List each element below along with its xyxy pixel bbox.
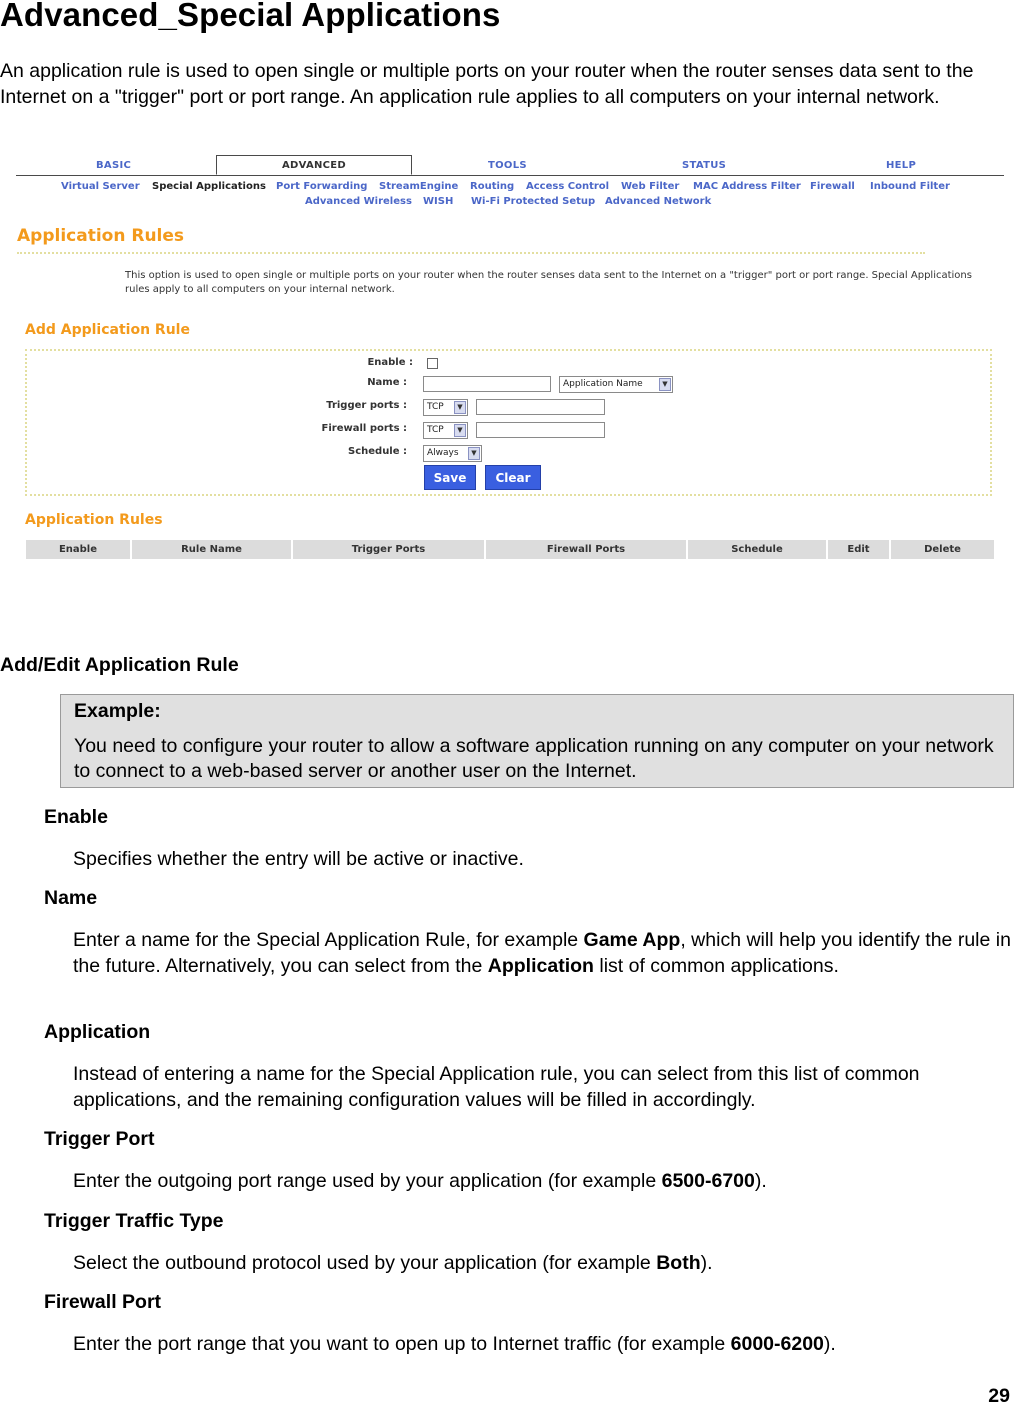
- tab-status[interactable]: STATUS: [682, 160, 727, 171]
- tab-tools[interactable]: TOOLS: [488, 160, 527, 171]
- column-header-rule-name: Rule Name: [132, 540, 291, 559]
- add-application-rule-heading: Add Application Rule: [25, 322, 190, 338]
- trigger-ports-input[interactable]: [476, 399, 605, 415]
- application-rules-table-heading: Application Rules: [25, 512, 163, 528]
- tab-help[interactable]: HELP: [886, 160, 917, 171]
- router-tab-bar: [16, 155, 1004, 176]
- application-rules-heading: Application Rules: [17, 226, 185, 246]
- example-text: You need to configure your router to allow a software application running on any computer on your network to connect to a web-based server or another user on the Internet.: [74, 735, 994, 782]
- column-header-schedule: Schedule: [688, 540, 826, 559]
- subnav-wish[interactable]: WISH: [423, 196, 454, 207]
- firewall-ports-label: Firewall ports :: [321, 423, 407, 434]
- firewall-ports-input[interactable]: [476, 422, 605, 438]
- term-trigger-port: Trigger Port: [44, 1128, 155, 1150]
- desc-trigger-port: Enter the outgoing port range used by your application (for example 6500-6700).: [73, 1170, 767, 1192]
- subnav-special-applications[interactable]: Special Applications: [152, 181, 266, 192]
- example-heading: Example:: [74, 700, 161, 722]
- rules-table-header: [26, 540, 994, 559]
- subnav-web-filter[interactable]: Web Filter: [621, 181, 680, 192]
- chevron-down-icon: ▼: [454, 401, 466, 414]
- tab-basic[interactable]: BASIC: [96, 160, 132, 171]
- subnav-advanced-network[interactable]: Advanced Network: [605, 196, 712, 207]
- term-enable: Enable: [44, 806, 108, 828]
- subnav-inbound-filter[interactable]: Inbound Filter: [870, 181, 950, 192]
- column-header-trigger-ports: Trigger Ports: [293, 540, 484, 559]
- column-header-firewall-ports: Firewall Ports: [486, 540, 686, 559]
- chevron-down-icon: ▼: [468, 447, 480, 460]
- column-header-edit: Edit: [828, 540, 889, 559]
- subnav-streamengine[interactable]: StreamEngine: [379, 181, 459, 192]
- heading-divider: [17, 252, 925, 254]
- clear-button[interactable]: Clear: [485, 465, 541, 490]
- desc-firewall-port: Enter the port range that you want to open up to Internet traffic (for example 6000-6200).: [73, 1333, 836, 1355]
- page-title: Advanced_Special Applications: [0, 0, 501, 33]
- example-box: [60, 694, 1014, 788]
- enable-checkbox[interactable]: [427, 358, 438, 369]
- name-input[interactable]: [423, 376, 551, 392]
- term-trigger-traffic-type: Trigger Traffic Type: [44, 1210, 224, 1232]
- column-header-delete: Delete: [891, 540, 994, 559]
- subnav-mac-address-filter[interactable]: MAC Address Filter: [693, 181, 801, 192]
- save-button[interactable]: Save: [424, 465, 476, 490]
- page-number: 29: [988, 1385, 1010, 1407]
- trigger-protocol-value: TCP: [427, 402, 444, 412]
- schedule-label: Schedule :: [348, 446, 407, 457]
- trigger-ports-label: Trigger ports :: [326, 400, 407, 411]
- schedule-select[interactable]: [423, 445, 482, 462]
- term-application: Application: [44, 1021, 151, 1043]
- subnav-advanced-wireless[interactable]: Advanced Wireless: [305, 196, 412, 207]
- desc-application: Instead of entering a name for the Special Application rule, you can select from this list of common applications, and the remaining configuration values will be filled in accordingly.: [73, 1063, 920, 1111]
- schedule-value: Always: [427, 448, 459, 458]
- router-screenshot: [14, 150, 1012, 568]
- desc-trigger-traffic-type: Select the outbound protocol used by your application (for example Both).: [73, 1252, 713, 1274]
- application-name-select[interactable]: [559, 376, 673, 393]
- subnav-access-control[interactable]: Access Control: [526, 181, 610, 192]
- application-name-value: Application Name: [563, 379, 643, 389]
- firewall-protocol-select[interactable]: [423, 422, 468, 439]
- subnav-wifi-protected-setup[interactable]: Wi-Fi Protected Setup: [471, 196, 596, 207]
- term-name: Name: [44, 887, 98, 909]
- subnav-virtual-server[interactable]: Virtual Server: [61, 181, 140, 192]
- column-header-enable: Enable: [26, 540, 130, 559]
- enable-label: Enable :: [367, 357, 413, 368]
- section-title: Add/Edit Application Rule: [0, 654, 239, 676]
- desc-enable: Specifies whether the entry will be active or inactive.: [73, 848, 524, 870]
- chevron-down-icon: ▼: [454, 424, 466, 437]
- subnav-firewall[interactable]: Firewall: [810, 181, 855, 192]
- firewall-protocol-value: TCP: [427, 425, 444, 435]
- trigger-protocol-select[interactable]: [423, 399, 468, 416]
- tab-advanced[interactable]: ADVANCED: [216, 155, 412, 175]
- name-label: Name :: [367, 377, 407, 388]
- router-description: This option is used to open single or multiple ports on your router when the router senses data sent to the Internet on a "trigger" port or port range. Special Applications rules apply to all computers on your internal network.: [125, 270, 972, 295]
- intro-paragraph: An application rule is used to open single or multiple ports on your router when the router senses data sent to the Internet on a "trigger" port or port range. An application rule applies to all computers on your internal network.: [0, 60, 974, 108]
- desc-name: Enter a name for the Special Application Rule, for example Game App, which will help you identify the rule in the future. Alternatively, you can select from the Application list of common applications.: [73, 929, 1011, 977]
- term-firewall-port: Firewall Port: [44, 1291, 162, 1313]
- chevron-down-icon: ▼: [659, 378, 671, 391]
- subnav-port-forwarding[interactable]: Port Forwarding: [276, 181, 368, 192]
- subnav-routing[interactable]: Routing: [470, 181, 515, 192]
